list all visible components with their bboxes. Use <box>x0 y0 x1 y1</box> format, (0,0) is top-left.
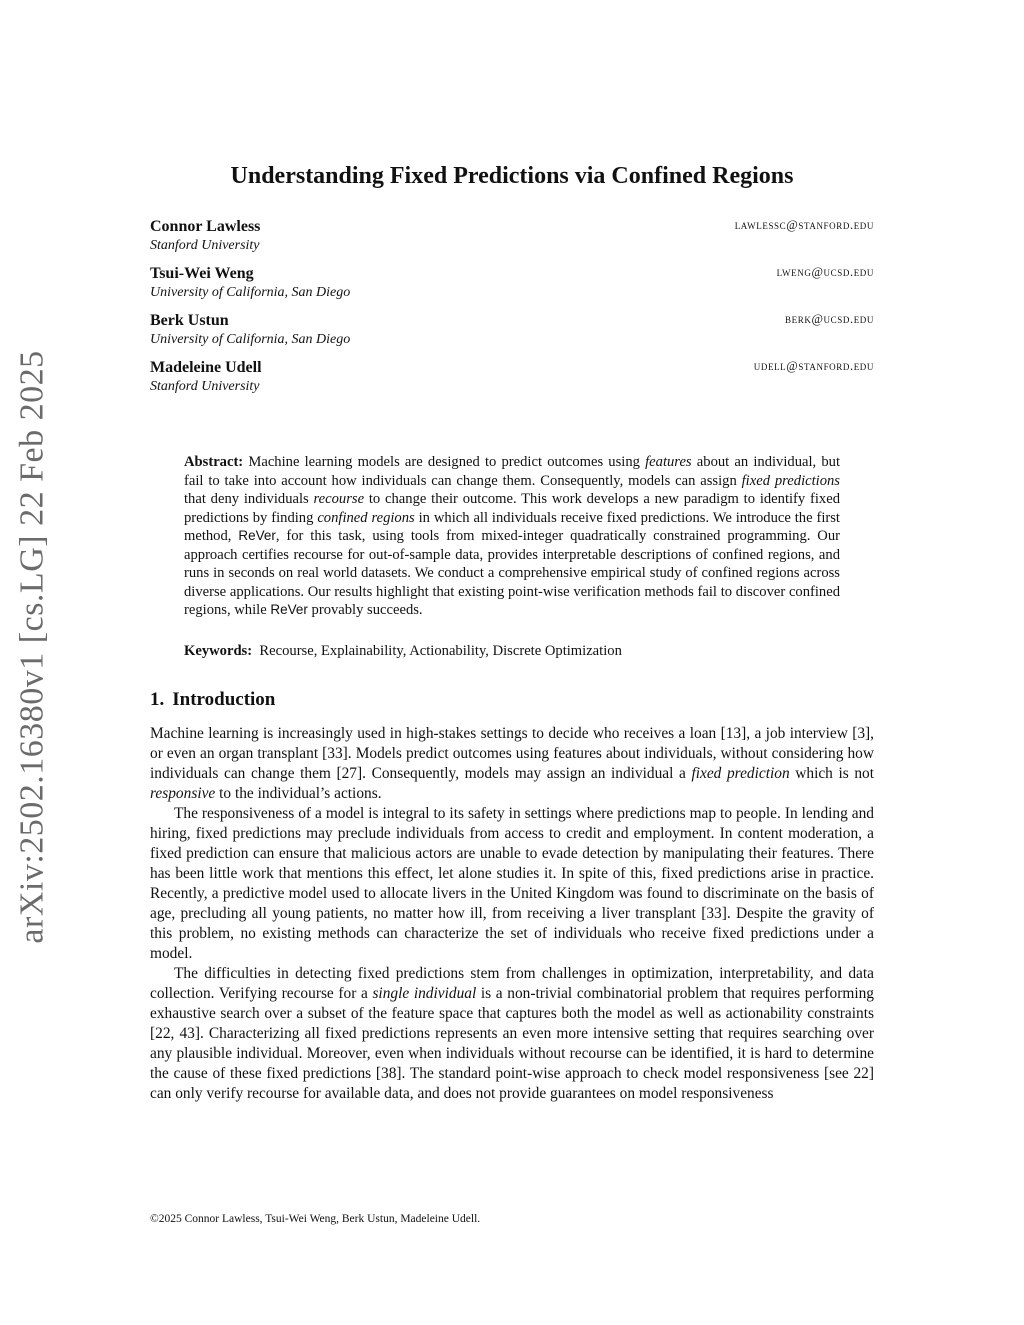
section-heading <box>150 689 283 711</box>
paragraph <box>150 964 874 1104</box>
abstract-text: Machine learning models are designed to predict outcomes using <box>248 454 640 470</box>
paragraph-text: to the individual’s actions. <box>219 785 382 802</box>
paper-title: Understanding Fixed Predictions via Confined Regions <box>230 163 794 189</box>
author-block <box>150 217 874 255</box>
keywords-text: Recourse, Explainability, Actionability, Discrete Optimization <box>259 643 622 659</box>
abstract-emphasis: recourse <box>313 491 365 507</box>
abstract-text: that deny individuals <box>184 491 309 507</box>
abstract-emphasis: fixed predictions <box>741 472 840 489</box>
author-block <box>150 358 874 396</box>
abstract-emphasis: features <box>645 454 692 470</box>
author-name: Tsui-Wei Weng <box>150 265 254 282</box>
section-title: Introduction <box>172 689 276 710</box>
abstract-label: Abstract: <box>184 454 244 470</box>
keywords <box>184 642 840 661</box>
paragraph-emphasis: responsive <box>150 785 216 802</box>
author-email: berk@ucsd.edu <box>785 312 874 326</box>
author-email: udell@stanford.edu <box>753 359 874 373</box>
author-block <box>150 264 874 302</box>
author-affiliation: Stanford University <box>150 379 260 394</box>
paragraph-text: is a non-trivial combinatorial problem that requires performing exhaustive search over a subset of the feature space that captures both the model as well as actionability constraints [22, 43]. Characterizing all fixed predictions represents an even more intensive setting that requires searching over any plausible individual. Moreover, even when individuals without recourse can be identified, it is hard to determine the cause of these fixed predictions [38]. The standard point-wise approach to check model responsiveness [see 22] can only verify recourse for available data, and does not provide guarantees on model responsiveness <box>150 985 874 1102</box>
arxiv-stamp <box>4 352 62 942</box>
section-number: 1. <box>150 689 165 710</box>
keywords-label: Keywords: <box>184 643 253 659</box>
paragraph <box>150 724 874 804</box>
paragraph-text: The difficulties in detecting fixed predictions stem from challenges in optimization, interpretability, and data collection. Verifying recourse for a <box>150 965 874 1002</box>
author-affiliation: University of California, San Diego <box>150 285 351 300</box>
paragraph-emphasis: fixed prediction <box>691 765 790 782</box>
arxiv-stamp-text: arXiv:2502.16380v1 [cs.LG] 22 Feb 2025 <box>14 350 51 944</box>
introduction-body <box>150 724 874 1104</box>
author-affiliation: University of California, San Diego <box>150 332 351 347</box>
author-affiliation: Stanford University <box>150 238 260 253</box>
abstract-text: about an individual, but fail to take into account how individuals can change them. Consequently, models can assign <box>184 454 841 489</box>
abstract-text: provably succeeds. <box>311 602 423 618</box>
abstract-text: to change their outcome. This work develops a new paradigm to identify fixed predictions by finding <box>184 491 840 526</box>
author-name: Berk Ustun <box>150 312 229 329</box>
paragraph-text: Machine learning is increasingly used in high-stakes settings to decide who receives a loan [13], a job interview [3], or even an organ transplant [33]. Models predict outcomes using features about individuals, without considering how individuals can change them [27]. Consequently, models may assign an individual a <box>150 725 874 782</box>
abstract <box>184 453 840 620</box>
paragraph-emphasis: single individual <box>372 985 477 1002</box>
method-name: ReVer <box>238 528 276 543</box>
author-email: lawlessc@stanford.edu <box>734 218 874 232</box>
abstract-emphasis: confined regions <box>317 509 415 526</box>
abstract-text: in which all individuals receive fixed predictions. We introduce the first method, <box>184 509 840 544</box>
abstract-text: , for this task, using tools from mixed-integer quadratically constrained programming. Our approach certifies recourse for out-of-sample data, provides interpretable descriptions of confined regions, and runs in seconds on real world datasets. We conduct a comprehensive empirical study of confined regions across diverse applications. Our results highlight that existing point-wise verification methods fail to discover confined regions, while <box>184 528 840 618</box>
paragraph: The responsiveness of a model is integral to its safety in settings where predictions map to people. In lending and hiring, fixed predictions may preclude individuals from access to credit and employment. In content moderation, a fixed prediction can ensure that malicious actors are unable to evade detection by manipulating their features. There has been little work that mentions this effect, let alone studies it. In spite of this, fixed predictions arise in practice. Recently, a predictive model used to allocate livers in the United Kingdom was found to discriminate on the basis of age, precluding all young patients, no matter how ill, from receiving a liver transplant [33]. Despite the gravity of this problem, no existing methods can characterize the set of individuals who receive fixed predictions under a model. <box>150 805 874 962</box>
method-name: ReVer <box>270 602 308 617</box>
author-block <box>150 311 874 349</box>
author-email: lweng@ucsd.edu <box>776 265 874 279</box>
author-name: Connor Lawless <box>150 218 261 235</box>
copyright-footer: ©2025 Connor Lawless, Tsui-Wei Weng, Berk Ustun, Madeleine Udell. <box>150 1213 481 1225</box>
paragraph-text: which is not <box>795 765 874 782</box>
author-name: Madeleine Udell <box>150 359 262 376</box>
